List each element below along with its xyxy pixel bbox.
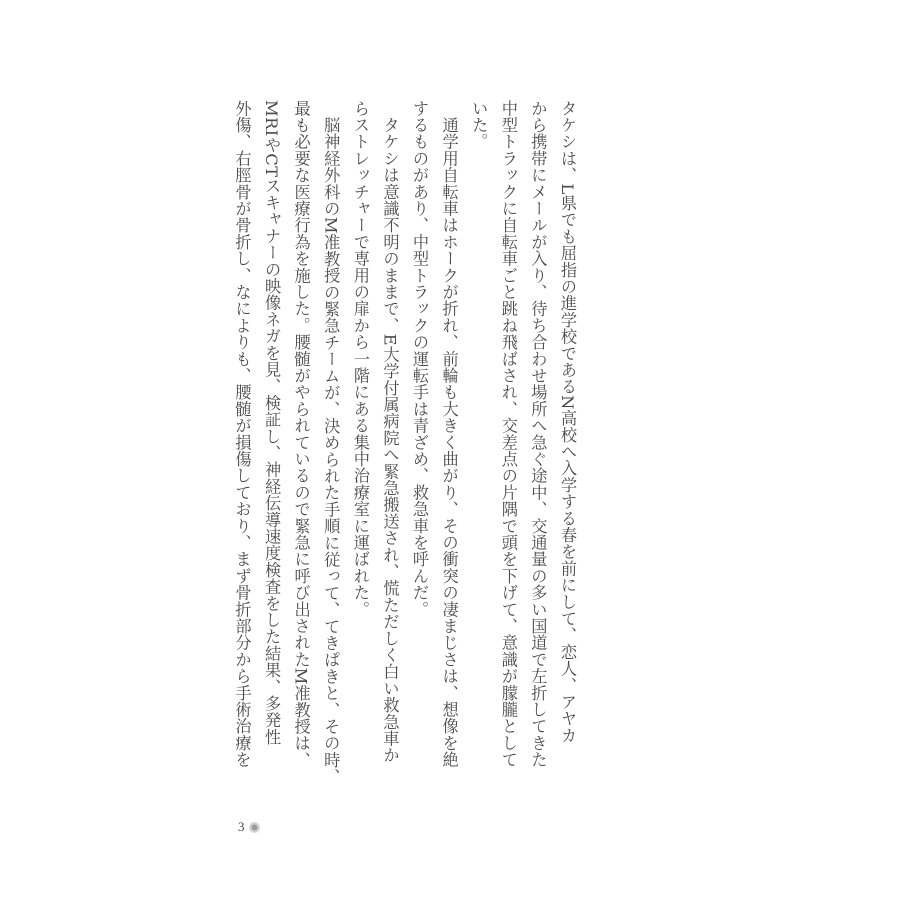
text-line-5: 通学用自転車はホークが折れ、前輪も大きく曲がり、その衝突の凄まじさは、想像を絶 xyxy=(439,100,459,768)
text-line-11: MRIやCTスキャナーの映像ネガを見、検証し、神経伝導速度検査をした結果、多発性 xyxy=(262,100,282,746)
text-line-12: 外傷、右脛骨が骨折し、なによりも、腰髄が損傷しており、まず骨折部分から手術治療を xyxy=(232,100,252,768)
text-line-8: らストレッチャーで専用の扉から一階にある集中治療室に運ばれた。 xyxy=(350,100,370,618)
text-line-6: するものがあり、中型トラックの運転手は青ざめ、救急車を呼んだ。 xyxy=(410,100,430,618)
circle-ornament-icon xyxy=(249,822,260,833)
text-line-1: タケシは、L県でも屈指の進学校であるN高校へ入学する春を前にして、恋人、アヤカ xyxy=(558,100,577,744)
page-footer xyxy=(238,819,260,835)
text-line-9: 脳神経外科のM准教授の緊急チームが、決められた手順に従って、てきぱきと、その時、 xyxy=(321,100,341,786)
vertical-text-body xyxy=(227,100,582,786)
text-line-4: いた。 xyxy=(469,100,489,151)
text-line-2: から携帯にメールが入り、待ち合わせ場所へ急ぐ途中、交通量の多い国道で左折してきた xyxy=(528,100,548,768)
text-line-10: 最も必要な医療行為を施した。腰髄がやられているので緊急に呼び出されたM准教授は、 xyxy=(291,100,311,769)
page-number: 3 xyxy=(238,819,245,834)
text-line-7: タケシは意識不明のままで、E大学付属病院へ緊急搬送され、慌ただしく白い救急車か xyxy=(380,100,400,764)
text-line-3: 中型トラックに自転車ごと跳ね飛ばされ、交差点の片隅で頭を下げて、意識が朦朧として xyxy=(498,100,518,768)
